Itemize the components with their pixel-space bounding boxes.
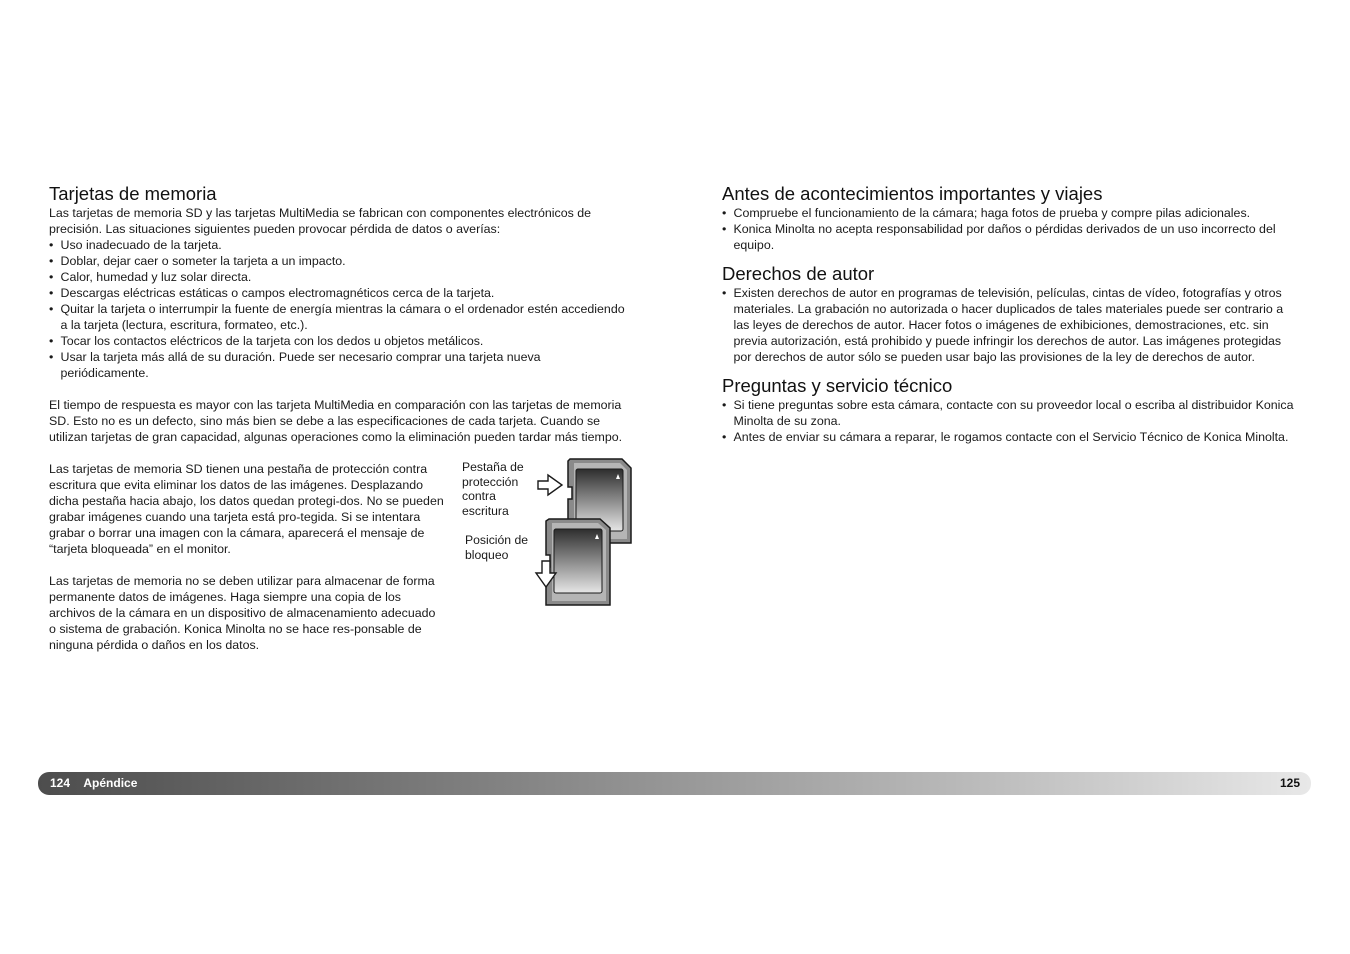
events-list: [722, 205, 1302, 253]
response-time-paragraph: El tiempo de respuesta es mayor con las tarjeta MultiMedia en comparación con las tarjetas de memoria SD. Esto no es un defecto, sino más bien se debe a las especificaciones de cada tarjeta. Cuando se utilizan tarjetas de gran capacidad, algunas operaciones como la eliminación pueden tardar más tiempo.: [49, 398, 623, 444]
sd-card-front: [546, 519, 610, 605]
right-page-column: [722, 183, 1302, 455]
copyright-list: [722, 285, 1302, 365]
memory-intro-paragraph: Las tarjetas de memoria SD y las tarjetas MultiMedia se fabrican con componentes electrónicos de precisión. Las situaciones siguientes pueden provocar pérdida de datos o averías:: [49, 206, 592, 236]
list-item: • Descargas eléctricas estáticas o campos electromagnéticos cerca de la tarjeta.: [49, 285, 629, 301]
list-item: • Konica Minolta no acepta responsabilidad por daños o pérdidas derivados de un uso incorrecto del equipo.: [722, 221, 1302, 253]
list-item: • Antes de enviar su cámara a reparar, le rogamos contacte con el Servicio Técnico de Konica Minolta.: [722, 429, 1302, 445]
right-page-number: 125: [1279, 776, 1300, 790]
list-item: • Compruebe el funcionamiento de la cámara; haga fotos de prueba y compre pilas adicionales.: [722, 205, 1302, 221]
section-title-copyright: Derechos de autor: [722, 263, 875, 284]
footer-section-name: Apéndice: [83, 776, 138, 790]
list-item: • Usar la tarjeta más allá de su duración. Puede ser necesario comprar una tarjeta nueva periódicamente.: [49, 349, 629, 381]
label-write-protect-tab: Pestaña de protección contra escritura: [462, 460, 524, 518]
arrow-right-icon: [538, 475, 562, 495]
footer-left: [50, 776, 137, 791]
sd-card-lock-illustration: [462, 457, 637, 607]
page-footer-bar: [38, 772, 1311, 795]
list-item: • Si tiene preguntas sobre esta cámara, contacte con su proveedor local o escriba al distribuidor Konica Minolta de su zona.: [722, 397, 1302, 429]
section-title-events-travel: Antes de acontecimientos importantes y viajes: [722, 183, 1103, 204]
storage-warning-paragraph: Las tarjetas de memoria no se deben utilizar para almacenar de forma permanente datos de imágenes. Haga siempre una copia de los archivos de la cámara en un dispositivo de almacenamiento adecuado o sistema de grabación. Konica Minolta no se hace res-ponsable de ninguna pérdida o daños en los datos.: [49, 574, 436, 652]
left-page-number: 124: [50, 776, 71, 790]
support-list: [722, 397, 1302, 445]
list-item: • Quitar la tarjeta o interrumpir la fuente de energía mientras la cámara o el ordenador estén accediendo a la tarjeta (lectura, escritura, formateo, etc.).: [49, 301, 629, 333]
label-lock-position: Posición de bloqueo: [465, 533, 529, 562]
section-title-memory-cards: Tarjetas de memoria: [49, 183, 217, 204]
sd-cards-graphic: [462, 457, 637, 607]
list-item: • Calor, humedad y luz solar directa.: [49, 269, 629, 285]
memory-risk-list: [49, 237, 629, 381]
list-item: • Tocar los contactos eléctricos de la tarjeta con los dedos u objetos metálicos.: [49, 333, 629, 349]
section-title-support: Preguntas y servicio técnico: [722, 375, 953, 396]
write-protect-paragraph: Las tarjetas de memoria SD tienen una pestaña de protección contra escritura que evita eliminar los datos de las imágenes. Desplazando dicha pestaña hacia abajo, los datos quedan protegi-dos. No se pueden grabar imágenes cuando una tarjeta está pro-tegida. Si se intentara grabar o borrar una imagen con la cámara, aparecerá el mensaje de “tarjeta bloqueada” en el monitor.: [49, 462, 444, 556]
list-item: • Uso inadecuado de la tarjeta.: [49, 237, 629, 253]
list-item: • Existen derechos de autor en programas de televisión, películas, cintas de vídeo, fotografías y otros materiales. La grabación no autorizada o hacer duplicados de tales materiales puede ser contrario a las leyes de derechos de autor. Hacer fotos o imágenes de exhibiciones, demostraciones, etc. sin previa autorización, está prohibido y puede infringir los derechos de autor. Las imágenes protegidas por derechos de autor sólo se pueden usar bajo las provisiones de la ley de derechos de autor.: [722, 285, 1302, 365]
list-item: • Doblar, dejar caer o someter la tarjeta a un impacto.: [49, 253, 629, 269]
